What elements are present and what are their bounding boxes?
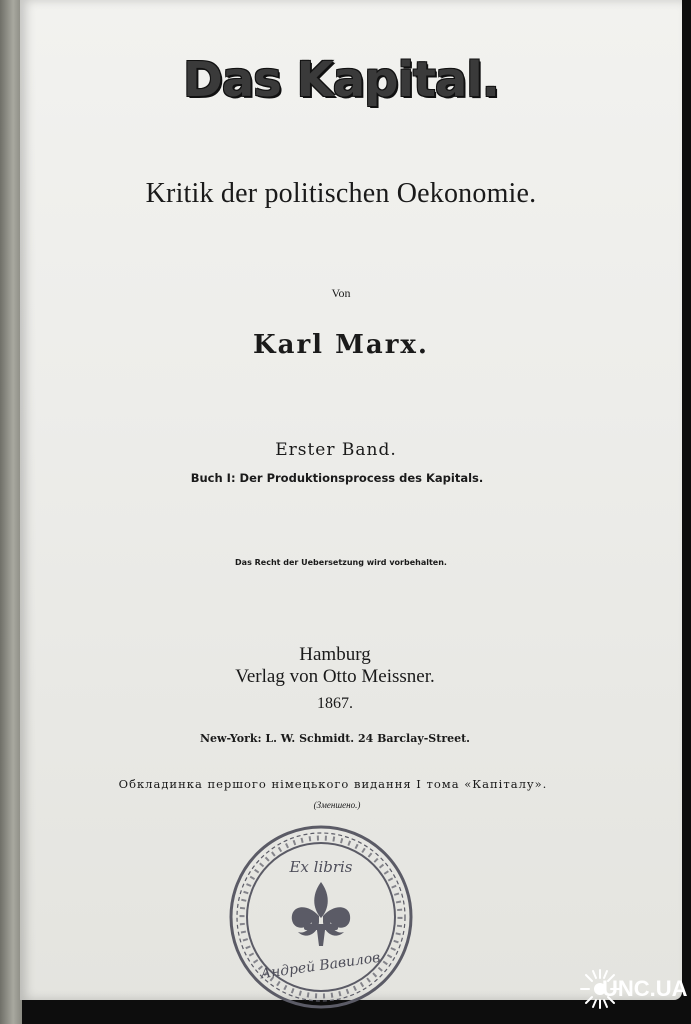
book-subtitle: Kritik der politischen Oekonomie. [145, 178, 537, 209]
stamp-text-top: Ex libris [289, 858, 353, 876]
ukrainian-caption: Обкладинка першого німецького видання І тома «Капіталу». [118, 777, 548, 791]
ex-libris-stamp [226, 822, 416, 1012]
reduced-note: (Зменшено.) [313, 800, 361, 810]
site-watermark [578, 968, 688, 1010]
volume-label: Erster Band. [275, 440, 397, 460]
publisher-line: Verlag von Otto Meissner. [235, 666, 435, 687]
new-york-distributor: New-York: L. W. Schmidt. 24 Barclay-Street. [199, 732, 471, 745]
fleur-de-lis-icon [292, 882, 350, 946]
publication-place: Hamburg [299, 644, 371, 665]
publication-year: 1867. [317, 695, 353, 712]
author-name: Karl Marx. [253, 330, 429, 360]
rights-notice: Das Recht der Uebersetzung wird vorbehalten. [235, 558, 447, 567]
book-part-line: Buch I: Der Produktionsprocess des Kapitals. [190, 471, 484, 485]
by-line: Von [331, 286, 351, 300]
book-title: Das Kapital. [183, 52, 499, 108]
watermark-text: UNC.UA [602, 976, 688, 1001]
stamp-text-bottom: Андрей Вавилов [259, 949, 382, 983]
adjacent-page-edge [0, 0, 22, 1024]
